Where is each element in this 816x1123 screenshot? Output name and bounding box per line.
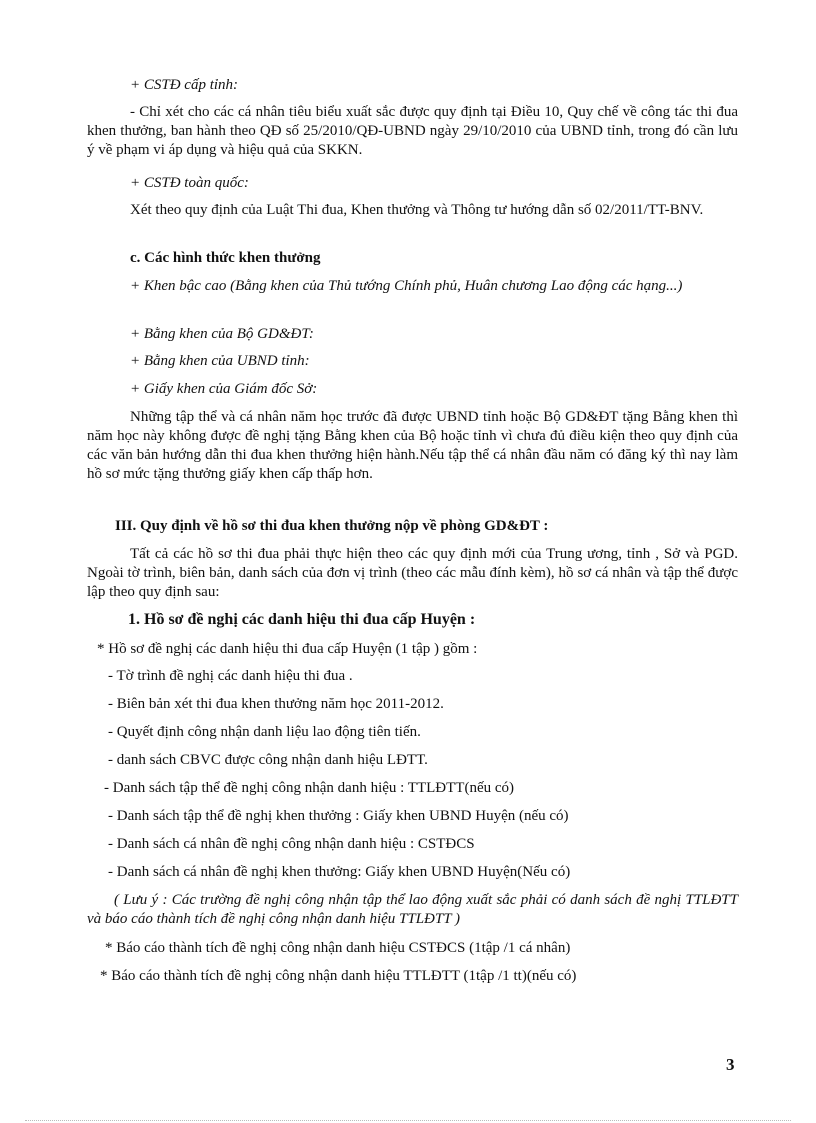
list-item: - Tờ trình đề nghị các danh hiệu thi đua .: [108, 668, 353, 684]
khen-bac-cao: + Khen bậc cao (Bằng khen của Thủ tướng Chính phủ, Huân chương Lao động các hạng...): [130, 278, 683, 294]
section-3-heading: III. Quy định về hồ sơ thi đua khen thưởng nộp về phòng GD&ĐT :: [115, 518, 549, 534]
bang-khen-ubnd: + Bằng khen của UBND tỉnh:: [130, 353, 310, 369]
page-number: 3: [726, 1055, 735, 1074]
list-item: - Quyết định công nhận danh liệu lao động tiên tiến.: [108, 724, 421, 740]
cstd-toan-quoc-heading: + CSTĐ toàn quốc:: [130, 175, 249, 191]
sub-heading-1: 1. Hồ sơ đề nghị các danh hiệu thi đua cấp Huyện :: [128, 611, 476, 628]
khen-thuong-heading: c. Các hình thức khen thưởng: [130, 250, 321, 266]
list-item: - Danh sách cá nhân đề nghị khen thưởng: Giấy khen UBND Huyện(Nếu có): [108, 864, 571, 880]
list-item: - Danh sách tập thể đề nghị công nhận danh hiệu : TTLĐTT(nếu có): [104, 780, 515, 796]
cstd-toan-quoc-body: Xét theo quy định của Luật Thi đua, Khen thưởng và Thông tư hướng dẫn số 02/2011/TT-BNV.: [130, 202, 704, 218]
nhung-tap-the-paragraph: Những tập thể và cá nhân năm học trước đã được UBND tỉnh hoặc Bộ GD&ĐT tặng Bằng khen thì năm học này không được đề nghị tặng Bằng khen của Bộ hoặc tỉnh vì chưa đủ điều kiện theo quy định của các văn bản hướng dẫn thi đua khen thưởng hiện hành.Nếu tập thể cá nhân đầu năm có đăng ký thì nay làm hồ sơ mức tặng thưởng giấy khen cấp thấp hơn.: [87, 409, 738, 482]
footer-divider: [25, 1120, 791, 1121]
list-item: - Biên bản xét thi đua khen thưởng năm học 2011-2012.: [108, 696, 444, 712]
cstd-tinh-body: - Chỉ xét cho các cá nhân tiêu biểu xuất sắc được quy định tại Điều 10, Quy chế về công tác thi đua khen thưởng, ban hành theo QĐ số 25/2010/QĐ-UBND ngày 29/10/2010 của UBND tỉnh, trong đó cần lưu ý về phạm vi áp dụng và hiệu quả của SKKN.: [87, 104, 738, 158]
ho-so-gom: * Hồ sơ đề nghị các danh hiệu thi đua cấp Huyện (1 tập ) gồm :: [97, 641, 478, 657]
bang-khen-bo: + Bằng khen của Bộ GD&ĐT:: [130, 326, 314, 342]
giay-khen-giam-doc: + Giấy khen của Giám đốc Sở:: [130, 381, 318, 397]
tat-ca-paragraph: Tất cả các hồ sơ thi đua phải thực hiện theo các quy định mới của Trung ương, tỉnh , Sở và PGD. Ngoài tờ trình, biên bản, danh sách của đơn vị trình (theo các mẫu đính kèm), hồ sơ cá nhân và tập thể được lập theo quy định sau:: [87, 546, 738, 600]
luu-y-note: ( Lưu ý : Các trường đề nghị công nhận tập thể lao động xuất sắc phải có danh sách đề nghị TTLĐTT và báo cáo thành tích đề nghị công nhận danh hiệu TTLĐTT ): [87, 892, 738, 927]
cstd-tinh-heading: + CSTĐ cấp tỉnh:: [130, 77, 239, 93]
list-item: - Danh sách tập thể đề nghị khen thưởng : Giấy khen UBND Huyện (nếu có): [108, 808, 569, 824]
list-item: - Danh sách cá nhân đề nghị công nhận danh hiệu : CSTĐCS: [108, 836, 475, 852]
bao-cao-cstdcs: * Báo cáo thành tích đề nghị công nhận danh hiệu CSTĐCS (1tập /1 cá nhân): [105, 940, 571, 956]
list-item: - danh sách CBVC được công nhận danh hiệu LĐTT.: [108, 752, 428, 768]
bao-cao-ttldtt: * Báo cáo thành tích đề nghị công nhận danh hiệu TTLĐTT (1tập /1 tt)(nếu có): [100, 968, 577, 984]
